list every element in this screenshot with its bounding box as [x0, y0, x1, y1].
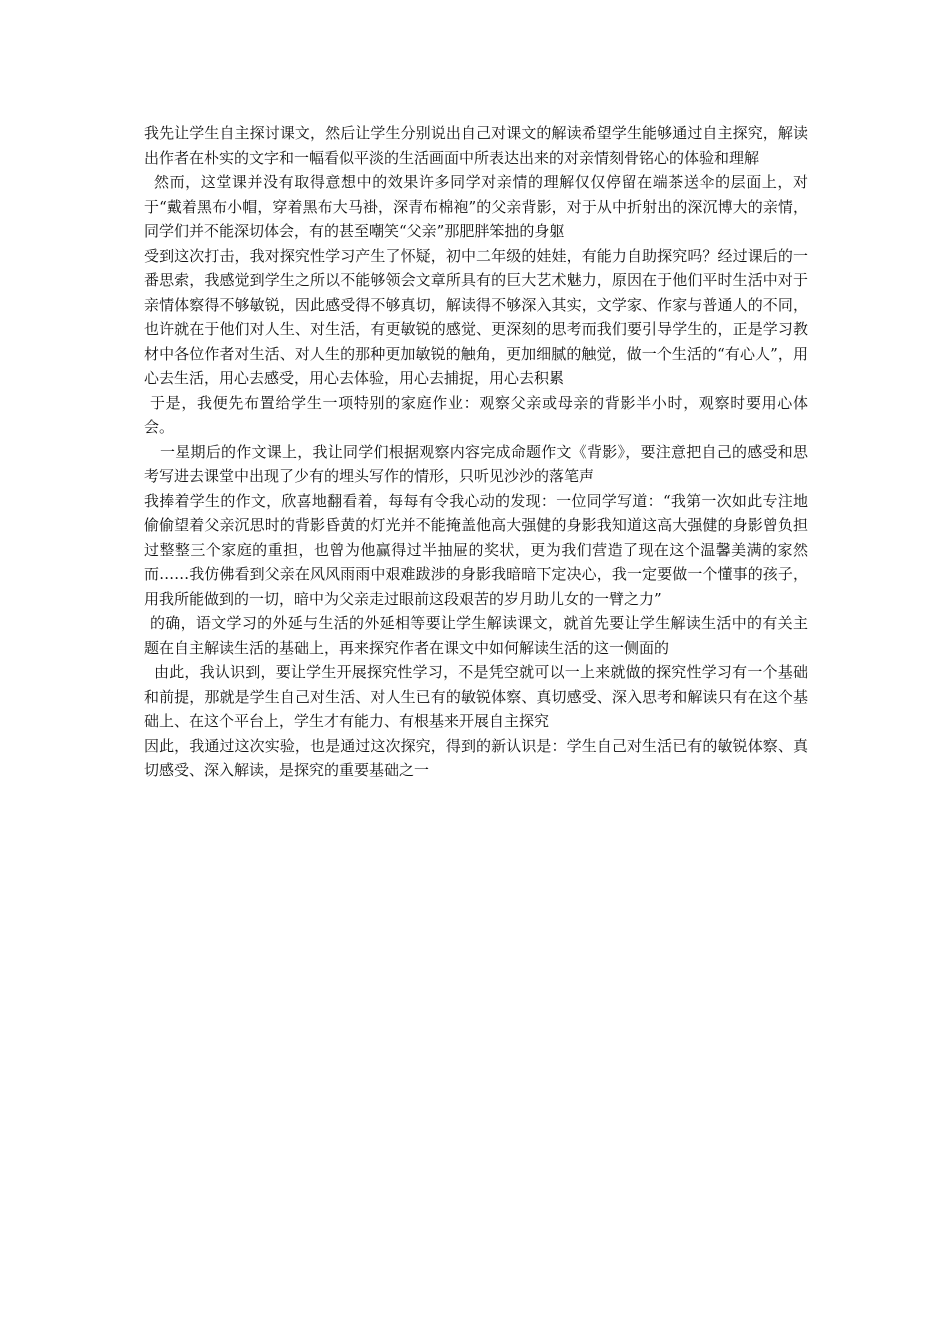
paragraph-2: 然而，这堂课并没有取得意想中的效果许多同学对亲情的理解仅仅停留在端茶送伞的层面上，对于“戴着黑布小帽，穿着黑布大马褂，深青布棉袍”的父亲背影，对于从中折射出的深沉博大的亲情，同学们并不能深切体会，有的甚至嘲笑“父亲”那肥胖笨拙的身躯 — [144, 173, 808, 240]
paragraph-6: 我捧着学生的作文，欣喜地翻看着，每每有令我心动的发现：一位同学写道：“我第一次如此专注地偷偷望着父亲沉思时的背影昏黄的灯光并不能掩盖他高大强健的身影我知道这高大强健的身影曾负担过整整三个家庭的重担，也曾为他赢得过半抽屉的奖状，更为我们营造了现在这个温馨美满的家然而……我仿佛看到父亲在风风雨雨中艰难跋涉的身影我暗暗下定决心，我一定要做一个懂事的孩子，用我所能做到的一切，暗中为父亲走过眼前这段艰苦的岁月助儿女的一臂之力” — [144, 491, 808, 608]
document-body — [144, 121, 808, 783]
paragraph-4: 于是，我便先布置给学生一项特别的家庭作业：观察父亲或母亲的背影半小时，观察时要用心体会。 — [144, 393, 808, 436]
paragraph-9: 因此，我通过这次实验，也是通过这次探究，得到的新认识是：学生自己对生活已有的敏锐体察、真切感受、深入解读，是探究的重要基础之一 — [144, 736, 808, 779]
paragraph-1: 我先让学生自主探讨课文，然后让学生分别说出自己对课文的解读希望学生能够通过自主探究，解读出作者在朴实的文字和一幅看似平淡的生活画面中所表达出来的对亲情刻骨铭心的体验和理解 — [144, 124, 808, 167]
paragraph-5: 一星期后的作文课上，我让同学们根据观察内容完成命题作文《背影》，要注意把自己的感受和思考写进去课堂中出现了少有的埋头写作的情形，只听见沙沙的落笔声 — [144, 442, 808, 485]
paragraph-8: 由此，我认识到，要让学生开展探究性学习，不是凭空就可以一上来就做的探究性学习有一个基础和前提，那就是学生自己对生活、对人生已有的敏锐体察、真切感受、深入思考和解读只有在这个基础上、在这个平台上，学生才有能力、有根基来开展自主探究 — [144, 663, 808, 730]
paragraph-3: 受到这次打击，我对探究性学习产生了怀疑，初中二年级的娃娃，有能力自助探究吗？经过课后的一番思索，我感觉到学生之所以不能够领会文章所具有的巨大艺术魅力，原因在于他们平时生活中对于亲情体察得不够敏锐，因此感受得不够真切，解读得不够深入其实，文学家、作家与普通人的不同，也许就在于他们对人生、对生活，有更敏锐的感觉、更深刻的思考而我们要引导学生的，正是学习教材中各位作者对生活、对人生的那种更加敏锐的触角，更加细腻的触觉，做一个生活的“有心人”，用心去生活，用心去感受，用心去体验，用心去捕捉，用心去积累 — [144, 246, 808, 387]
paragraph-7: 的确，语文学习的外延与生活的外延相等要让学生解读课文，就首先要让学生解读生活中的有关主题在自主解读生活的基础上，再来探究作者在课文中如何解读生活的这一侧面的 — [144, 614, 808, 657]
